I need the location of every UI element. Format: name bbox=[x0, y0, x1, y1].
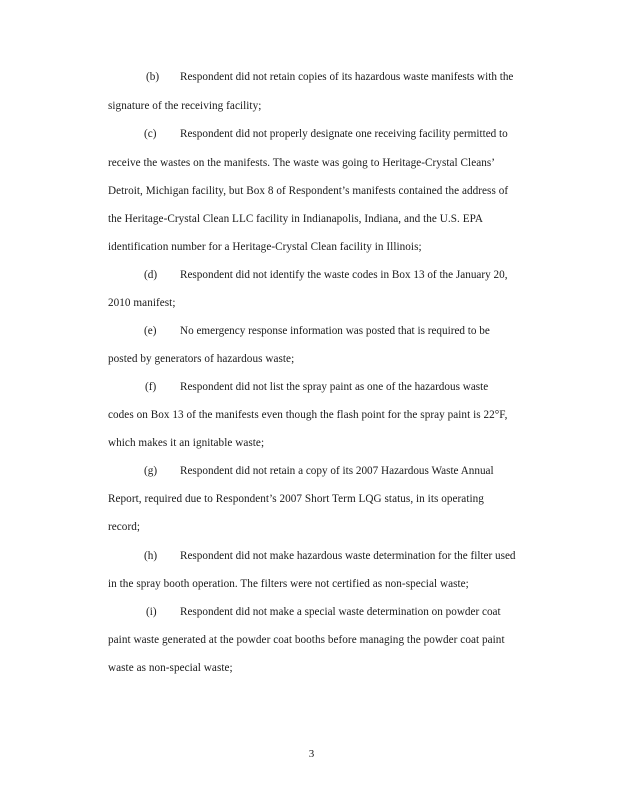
item-c-line-2: receive the wastes on the manifests. The waste was going to Heritage-Crystal Cleans’ bbox=[108, 157, 496, 169]
item-label-b: (b) bbox=[146, 71, 160, 83]
item-c-line-5: identification number for a Heritage-Crystal Clean facility in Illinois; bbox=[108, 241, 422, 253]
item-label-h: (h) bbox=[144, 550, 158, 562]
item-label-e: (e) bbox=[144, 325, 157, 337]
item-i-line-2: paint waste generated at the powder coat booths before managing the powder coat paint bbox=[108, 634, 505, 646]
item-e-line-1: No emergency response information was posted that is required to be bbox=[180, 325, 490, 337]
item-c-line-4: the Heritage-Crystal Clean LLC facility in Indianapolis, Indiana, and the U.S. EPA bbox=[108, 213, 483, 225]
item-h-line-2: in the spray booth operation. The filters were not certified as non-special waste; bbox=[108, 578, 469, 590]
item-label-c: (c) bbox=[144, 128, 157, 140]
page-number: 3 bbox=[308, 748, 315, 760]
item-e-line-2: posted by generators of hazardous waste; bbox=[108, 353, 295, 365]
item-c-line-1: Respondent did not properly designate one receiving facility permitted to bbox=[180, 128, 508, 140]
item-g-line-1: Respondent did not retain a copy of its 2007 Hazardous Waste Annual bbox=[180, 465, 494, 477]
item-f-line-2: codes on Box 13 of the manifests even though the flash point for the spray paint is 22°F, bbox=[108, 409, 508, 421]
item-f-line-1: Respondent did not list the spray paint as one of the hazardous waste bbox=[180, 381, 489, 393]
item-i-line-1: Respondent did not make a special waste determination on powder coat bbox=[180, 606, 501, 618]
item-d-line-2: 2010 manifest; bbox=[108, 297, 176, 309]
item-g-line-3: record; bbox=[108, 521, 141, 533]
item-g-line-2: Report, required due to Respondent’s 2007 Short Term LQG status, in its operating bbox=[108, 493, 484, 505]
item-b-line-2: signature of the receiving facility; bbox=[108, 100, 262, 112]
item-b-line-1: Respondent did not retain copies of its hazardous waste manifests with the bbox=[180, 71, 514, 83]
item-i-line-3: waste as non-special waste; bbox=[108, 662, 233, 674]
item-h-line-1: Respondent did not make hazardous waste determination for the filter used bbox=[180, 550, 516, 562]
item-label-d: (d) bbox=[144, 269, 158, 281]
item-label-i: (i) bbox=[146, 606, 157, 618]
item-label-f: (f) bbox=[145, 381, 157, 393]
item-label-g: (g) bbox=[144, 465, 158, 477]
item-d-line-1: Respondent did not identify the waste codes in Box 13 of the January 20, bbox=[180, 269, 508, 281]
item-f-line-3: which makes it an ignitable waste; bbox=[108, 437, 265, 449]
item-c-line-3: Detroit, Michigan facility, but Box 8 of Respondent’s manifests contained the address of bbox=[108, 185, 509, 197]
